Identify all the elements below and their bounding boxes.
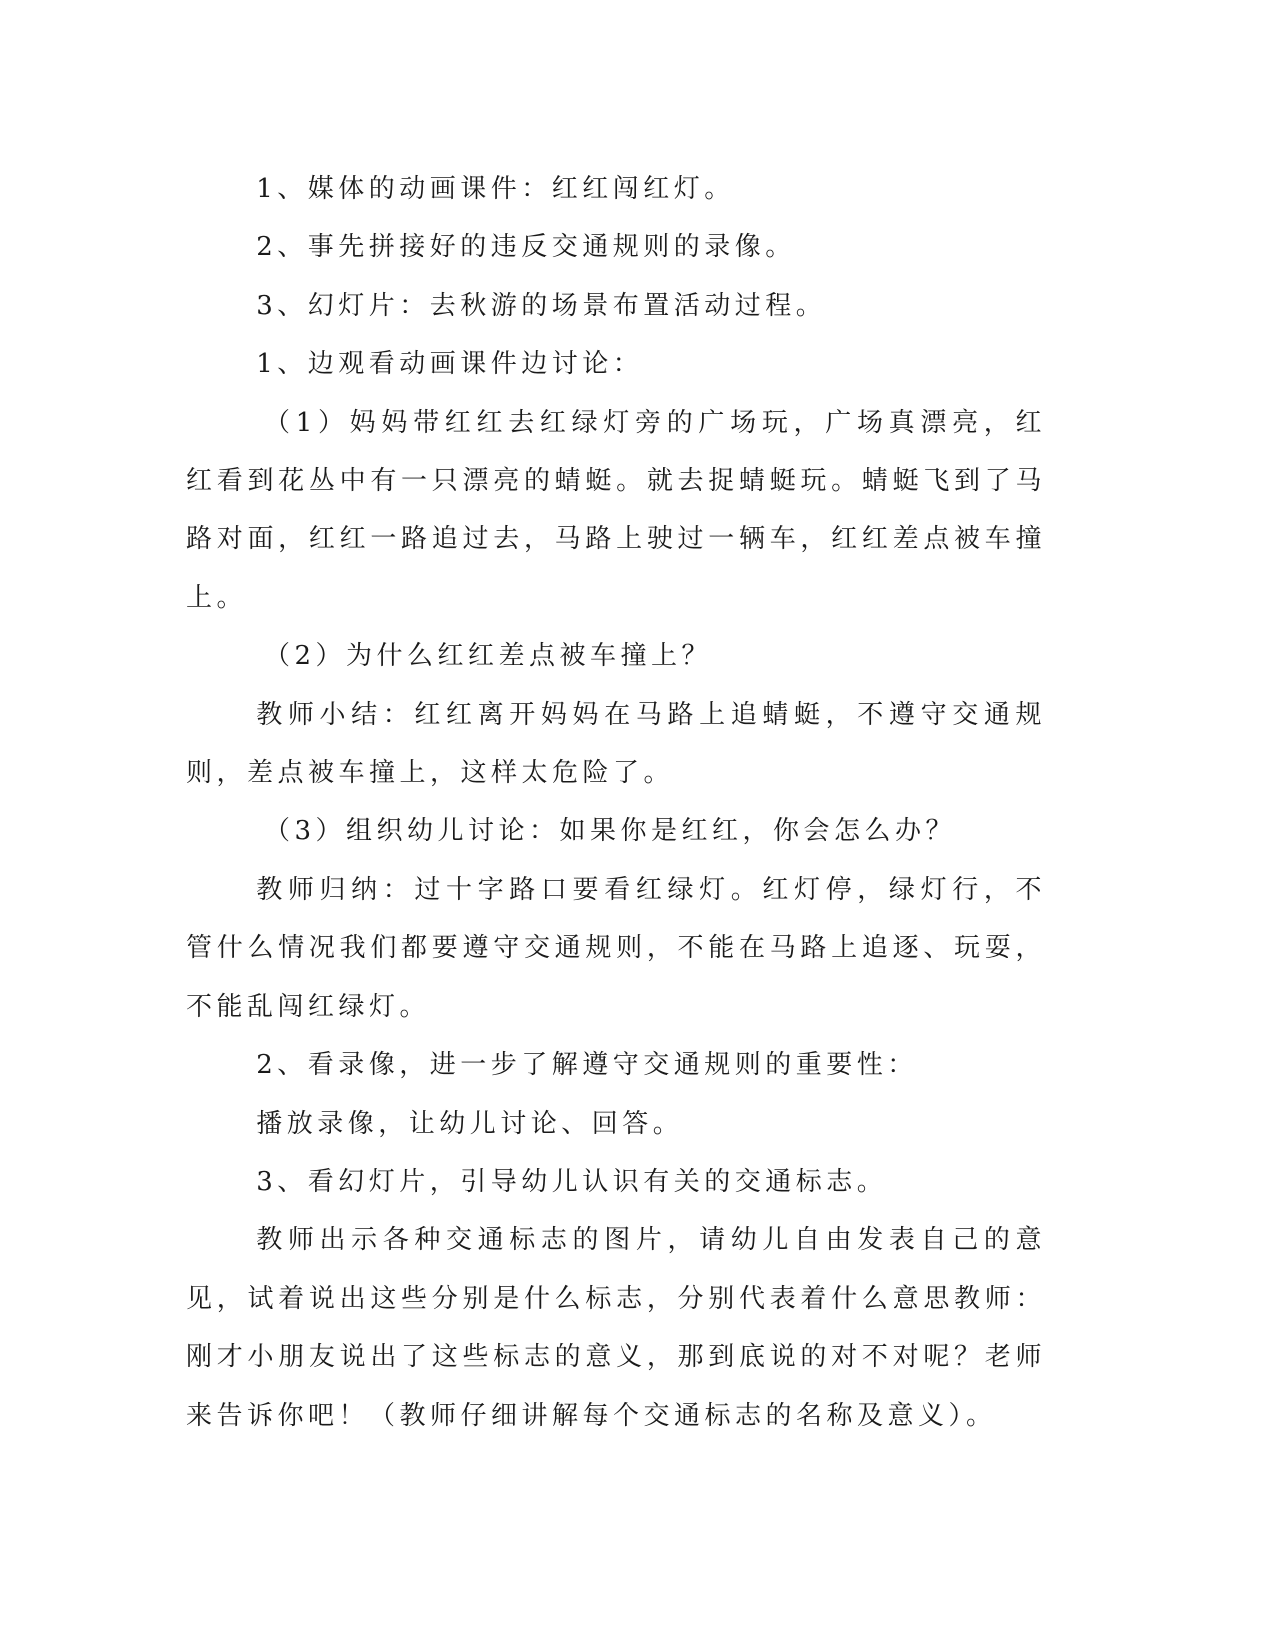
step-2-heading: 2、看录像，进一步了解遵守交通规则的重要性： (256, 1050, 918, 1081)
teacher-conclusion: 教师归纳：过十字路口要看红绿灯。红灯停，绿灯行，不管什么情况我们都要遵守交通规则，不能在马路上追逐、玩耍，不能乱闯红绿灯。 (186, 874, 1046, 1022)
step-1-sub-3: （3）组织幼儿讨论：如果你是红红，你会怎么办？ (264, 816, 957, 847)
materials-item-3: 3、幻灯片：去秋游的场景布置活动过程。 (256, 290, 827, 321)
step-1-heading: 1、边观看动画课件边讨论： (256, 349, 644, 380)
materials-item-2: 2、事先拼接好的违反交通规则的录像。 (256, 232, 796, 263)
step-1-sub-1: （1）妈妈带红红去红绿灯旁的广场玩，广场真漂亮，红红看到花丛中有一只漂亮的蜻蜓。就去捉蜻蜓玩。蜻蜓飞到了马路对面，红红一路追过去，马路上驶过一辆车，红红差点被车撞上。 (186, 407, 1046, 613)
step-3-body: 教师出示各种交通标志的图片，请幼儿自由发表自己的意见，试着说出这些分别是什么标志，分别代表着什么意思教师：刚才小朋友说出了这些标志的意义，那到底说的对不对呢？老师来告诉你吧！（教师仔细讲解每个交通标志的名称及意义）。 (186, 1225, 1046, 1431)
teacher-summary: 教师小结：红红离开妈妈在马路上追蜻蜓，不遵守交通规则，差点被车撞上，这样太危险了。 (186, 699, 1046, 789)
step-1-sub-2: （2）为什么红红差点被车撞上？ (264, 641, 713, 672)
step-2-body: 播放录像，让幼儿讨论、回答。 (256, 1108, 684, 1139)
document-body (186, 160, 1046, 1445)
step-3-heading: 3、看幻灯片，引导幼儿认识有关的交通标志。 (256, 1166, 888, 1197)
materials-item-1: 1、媒体的动画课件：红红闯红灯。 (256, 174, 735, 204)
